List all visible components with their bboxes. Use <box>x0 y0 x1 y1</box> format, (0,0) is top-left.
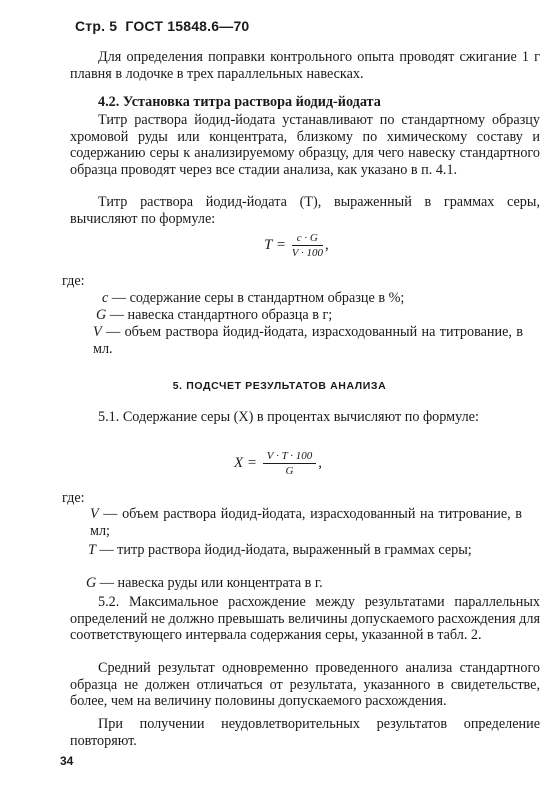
formula-titre <box>264 232 329 259</box>
definition-symbol: V <box>93 324 102 340</box>
header-gost-number: ГОСТ 15848.6—70 <box>125 18 250 34</box>
definition-v <box>93 324 523 357</box>
formula-sulfur-tail: , <box>318 454 322 471</box>
definition-text: — навеска руды или концентрата в г. <box>99 575 323 591</box>
page-header <box>75 18 249 34</box>
definition-symbol: G <box>86 575 97 591</box>
where-label-1: где: <box>62 273 85 289</box>
formula-titre-numerator: c · G <box>292 232 323 246</box>
paragraph-repeat: При получении неудовлетворительных результатов определение повторяют. <box>70 716 540 749</box>
definition-g <box>96 307 542 324</box>
definition-symbol: G <box>96 307 107 323</box>
formula-titre-lhs: T = <box>264 236 286 253</box>
where-label-2: где: <box>62 490 85 506</box>
paragraph-4-2-b: Титр раствора йодид-йодата (Т), выраженный в граммах серы, вычисляют по формуле: <box>70 194 540 227</box>
definition-symbol: T <box>88 542 96 558</box>
paragraph-mean-result: Средний результат одновременно проведенного анализа стандартного образца не должен отличаться от результата, указанного в свидетельстве, более, чем на величину половины допускаемого расхождения. <box>70 660 540 710</box>
formula-titre-tail: , <box>324 236 329 253</box>
definition-text: — содержание серы в стандартном образце в %; <box>111 290 405 306</box>
definition-g2 <box>86 575 526 592</box>
definition-c <box>102 290 542 307</box>
definition-text: — навеска стандартного образца в г; <box>109 307 333 323</box>
formula-titre-fraction <box>292 232 323 259</box>
formula-sulfur-numerator: V · T · 100 <box>263 450 316 464</box>
section-5-heading: 5. ПОДСЧЕТ РЕЗУЛЬТАТОВ АНАЛИЗА <box>172 380 387 392</box>
heading-4-2: 4.2. Установка титра раствора йодид-йодата <box>98 94 381 110</box>
formula-titre-denominator: V · 100 <box>291 247 323 259</box>
formula-sulfur-lhs: X = <box>234 454 258 471</box>
definition-symbol: c <box>102 290 109 306</box>
definition-t <box>88 542 522 559</box>
definition-text: — объем раствора йодид-йодата, израсходованный на титрование, в мл. <box>93 324 524 357</box>
definition-symbol: V <box>90 506 99 522</box>
definition-text: — объем раствора йодид-йодата, израсходованный на титрование, в мл; <box>90 506 523 539</box>
formula-sulfur-fraction <box>263 450 316 477</box>
definition-text: — титр раствора йодид-йодата, выраженный в граммах серы; <box>99 542 472 558</box>
paragraph-4-2-a: Титр раствора йодид-йодата устанавливают по стандартному образцу хромовой руды или концентрата, близкому по химическому составу и содержанию серы к анализируемому образцу, для чего навеску стандартного образца проводят через все стадии анализа, как указано в п. 4.1. <box>70 112 540 178</box>
paragraph-control-experiment: Для определения поправки контрольного опыта проводят сжигание 1 г плавня в лодочке в трех параллельных навесках. <box>70 49 540 82</box>
paragraph-5-2: 5.2. Максимальное расхождение между результатами параллельных определений не должно превышать величины допускаемого расхождения для соответствующего интервала содержания серы, указанной в табл. 2. <box>70 594 540 644</box>
header-page-label: Стр. 5 <box>75 18 118 34</box>
page-number: 34 <box>60 754 74 768</box>
definition-v2 <box>90 506 522 539</box>
formula-sulfur-denominator: G <box>285 465 294 477</box>
paragraph-5-1: 5.1. Содержание серы (X) в процентах вычисляют по формуле: <box>98 409 479 425</box>
formula-sulfur <box>234 450 322 477</box>
